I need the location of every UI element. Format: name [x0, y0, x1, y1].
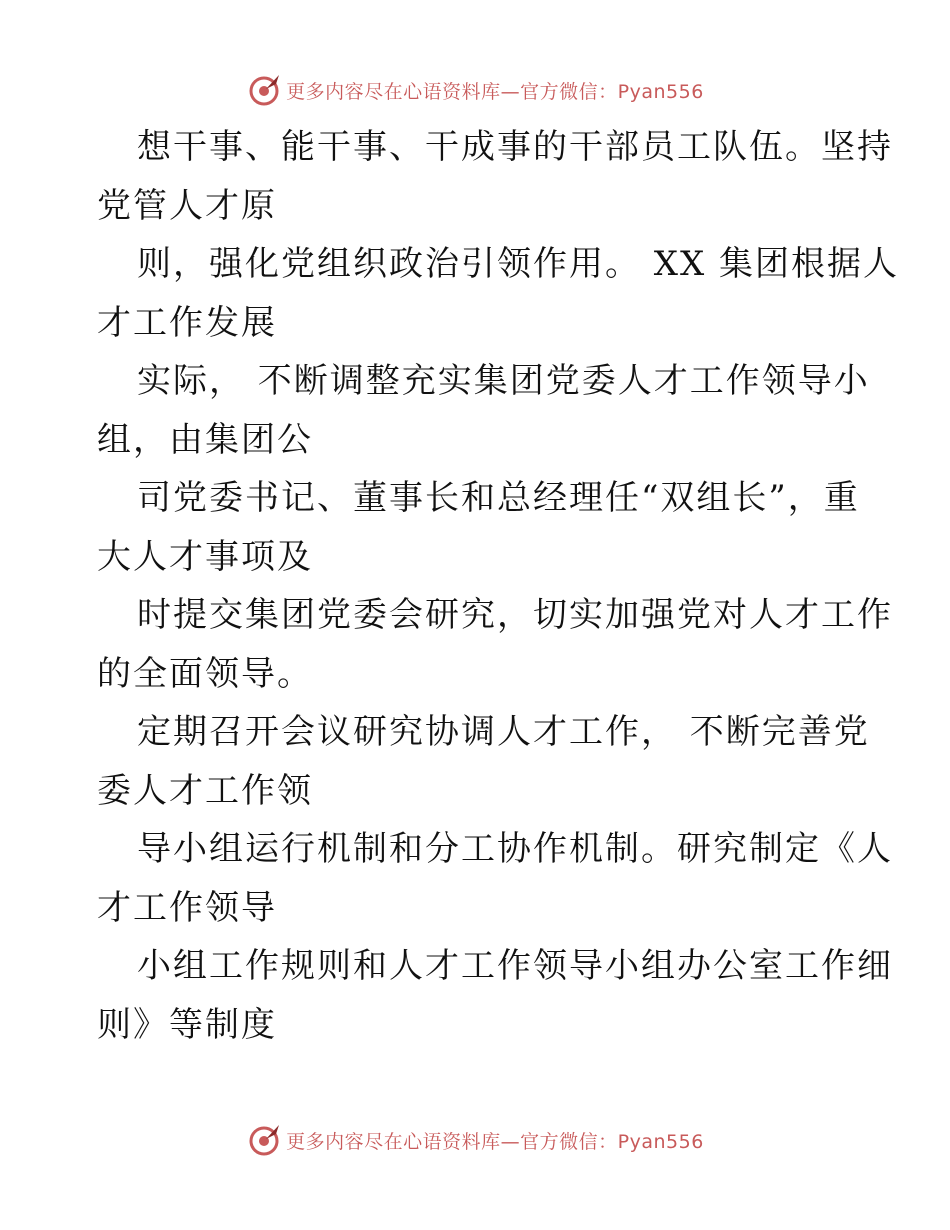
body-line: 小组工作规则和人才工作领导小组办公室工作细: [137, 946, 893, 986]
body-line: 想干事、能干事、干成事的干部员工队伍。坚持: [137, 127, 893, 167]
body-line: 则，强化党组织政治引领作用。 XX 集团根据人: [137, 244, 900, 284]
body-line: 才工作领导: [97, 887, 277, 928]
body-line: 才工作发展: [97, 302, 277, 343]
body-line: 导小组运行机制和分工协作机制。研究制定《人: [137, 829, 893, 869]
body-line: 则》等制度: [97, 1004, 277, 1045]
quill-pen-logo-icon: [246, 72, 282, 108]
header-watermark-banner: [0, 68, 950, 112]
footer-watermark-banner: [0, 1118, 950, 1162]
document-body: [97, 118, 900, 1054]
body-line: 组，由集团公: [97, 419, 313, 460]
body-line: 时提交集团党委会研究，切实加强党对人才工作: [137, 595, 893, 635]
body-line: 的全面领导。: [97, 653, 313, 694]
body-line: 大人才事项及: [97, 536, 313, 577]
quill-pen-logo-icon: [246, 1122, 282, 1158]
body-line: 党管人才原: [97, 185, 277, 226]
watermark-text: 更多内容尽在心语资料库—官方微信：Pyan556: [286, 1130, 704, 1153]
body-line: 司党委书记、董事长和总经理任“双组长”，重: [137, 478, 860, 518]
watermark-text: 更多内容尽在心语资料库—官方微信：Pyan556: [286, 80, 704, 103]
body-line: 定期召开会议研究协调人才工作， 不断完善党: [137, 712, 870, 752]
body-line: 委人才工作领: [97, 770, 313, 811]
body-line: 实际， 不断调整充实集团党委人才工作领导小: [137, 361, 870, 401]
